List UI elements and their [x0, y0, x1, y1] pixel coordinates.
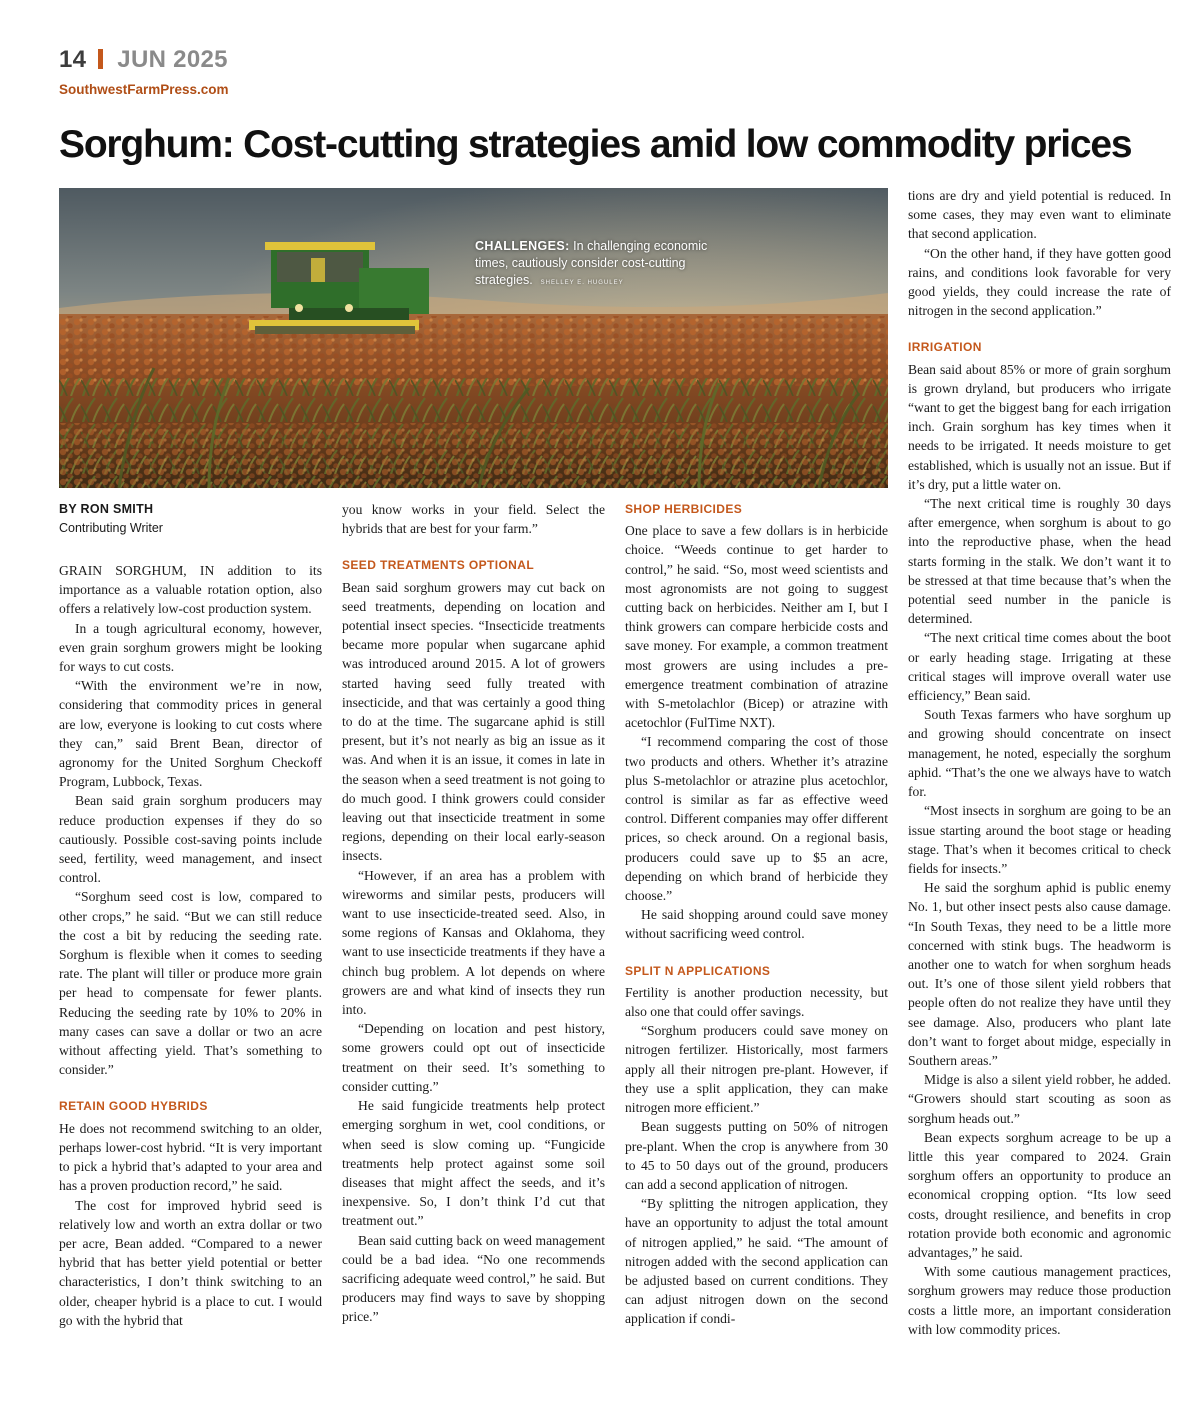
paragraph: “The next critical time is roughly 30 days after emergence, when sorghum is about to go into the reproductive phase, when the head starts forming in the stalk. We don’t want it to be stressed at that time because that’s when the potential seed number in the panicle is determined. [908, 496, 1171, 627]
caption-lead: CHALLENGES: [475, 239, 570, 253]
paragraph: He said shopping around could save money without sacrificing weed control. [625, 907, 888, 942]
article-column-2 [342, 500, 605, 1327]
photo-credit: SHELLEY E. HUGULEY [540, 280, 624, 286]
paragraph: “On the other hand, if they have gotten good rains, and conditions look favorable for very good yields, they could increase the rate of nitrogen in the second application.” [908, 245, 1171, 319]
section-heading-retain-good-hybrids: RETAIN GOOD HYBRIDS [59, 1099, 208, 1114]
caption-text: In challenging economic times, cautiously consider cost-cutting strategies. [475, 239, 708, 287]
folio [59, 46, 228, 74]
paragraph: He does not recommend switching to an older, perhaps lower-cost hybrid. “It is very important to pick a hybrid that’s adapted to your area and has a proven production record,” he said. [59, 1120, 322, 1194]
article-column-1 [59, 500, 322, 1330]
byline [59, 500, 322, 538]
website-url[interactable]: SouthwestFarmPress.com [59, 82, 229, 97]
section-heading-shop-herbicides: SHOP HERBICIDES [625, 502, 743, 516]
combine-harvester-photo [59, 188, 888, 488]
paragraph: Bean said grain sorghum producers may reduce production expenses if they do so cautiously. Possible cost-saving points include seed, fertility, weed management, and insect control. [59, 793, 322, 886]
section-heading-irrigation: IRRIGATION [908, 340, 982, 355]
paragraph: Fertility is another production necessity, but also one that could offer savings. [625, 984, 888, 1020]
paragraph: “Sorghum producers could save money on nitrogen fertilizer. Historically, most farmers apply all their nitrogen pre-plant. However, if they use a split application, they can make nitrogen more efficient.” [625, 1023, 888, 1116]
paragraph: “I recommend comparing the cost of those two products and others. Whether it’s atrazine plus S-metolachlor or atrazine plus acetochlor, control is similar as far as effective weed control. Different companies may offer different prices, so check around. On a regional basis, producers could save up to $5 an acre, depending on which brand of herbicide they choose.” [625, 734, 888, 904]
paragraph: “Depending on location and pest history, some growers could opt out of insecticide treatment on their seed. It’s something to consider cutting.” [342, 1021, 605, 1094]
paragraph: Bean said cutting back on weed management could be a bad idea. “No one recommends sacrificing adequate weed control,” he said. But producers may find ways to save by shopping price.” [342, 1232, 605, 1325]
paragraph: Bean said about 85% or more of grain sorghum is grown dryland, but producers who irrigate “want to get the biggest bang for each irrigation inch. Grain sorghum has key times when it needs to be irrigated. It needs moisture to get established, which is usually not an issue. But if it’s dry, put a little water on. [908, 361, 1171, 492]
paragraph: South Texas farmers who have sorghum up and growing should concentrate on insect management, he noted, especially the sorghum aphid. “That’s the one we always have to watch for. [908, 707, 1171, 800]
section-heading-split-n: SPLIT N APPLICATIONS [625, 963, 771, 978]
paragraph: He said fungicide treatments help protect emerging sorghum in wet, cool conditions, or when seed is slow coming up. “Fungicide treatments help protect against some soil diseases that might affect the seeds, and it’s inexpensive. So, I don’t think I’d cut that treatment out.” [342, 1098, 605, 1229]
paragraph: With some cautious management practices, sorghum growers may reduce those production costs a little more, an important consideration with low commodity prices. [908, 1264, 1171, 1337]
paragraph: “However, if an area has a problem with wireworms and similar pests, producers will want to use insecticide-treated seed. Also, in some regions of Kansas and Oklahoma, they want to use insecticide treatments if they have a chinch bug problem. A lot depends on where growers are and what kind of insects they run into. [342, 867, 605, 1018]
paragraph: Bean suggests putting on 50% of nitrogen pre-plant. When the crop is anywhere from 30 to 45 to 50 days out of the ground, producers can add a second application of nitrogen. [625, 1119, 888, 1192]
folio-divider [98, 49, 103, 69]
page-number: 14 [59, 46, 87, 73]
paragraph: tions are dry and yield potential is reduced. In some cases, they may even want to eliminate that second application. [908, 188, 1171, 242]
author-name: BY RON SMITH [59, 502, 154, 516]
paragraph: “Sorghum seed cost is low, compared to other crops,” he said. “But we can still reduce the cost a bit by reducing the seeding rate. Sorghum is flexible when it comes to seeding rate. The plant will tiller or produce more grain per head to compensate for fewer plants. Reducing the seeding rate by 10% to 20% in many cases can save a dollar or two an acre without affecting yield. That’s something to consider.” [59, 889, 322, 1078]
paragraph: Bean expects sorghum acreage to be up a little this year compared to 2024. Grain sorghum offers an opportunity to produce an economical cropping option. “Its low seed costs, drought resilience, and benefits in crop rotation provide both economic and agronomic advantages,” he said. [908, 1129, 1171, 1260]
paragraph: He said the sorghum aphid is public enemy No. 1, but other insect pests also cause damage. “In South Texas, they need to be a little more concerned with stink bugs. The headworm is another one to watch for when sorghum heads out. It’s one of those silent yield robbers that people often do not realize they have until they see damage. Also, producers who plant late don’t want to forget about midge, especially in Southern areas.” [908, 880, 1171, 1068]
paragraph: “Most insects in sorghum are going to be an issue starting around the boot stage or heading stage. That’s when it becomes critical to check fields for insects.” [908, 803, 1171, 876]
paragraph: Bean said sorghum growers may cut back on seed treatments, depending on location and potential insect species. “Insecticide treatments became more popular when sugarcane aphid was introduced around 2015. A lot of growers started having seed fully treated with insecticide, and that was certainly a good thing to do at the time. The sugarcane aphid is still present, but it’s not nearly as big an issue as it was. And when it is an issue, it comes in late in the season when a seed treatment is not going to do much good. I think growers could consider leaving out that insecticide treatment in some regions, depending on their local early-season insects. [342, 579, 605, 864]
paragraph: In a tough agricultural economy, however, even grain sorghum growers might be looking for ways to cut costs. [59, 620, 322, 675]
paragraph: “The next critical time comes about the boot or early heading stage. Irrigating at these critical stages will improve overall water use efficiency,” Bean said. [908, 630, 1171, 704]
paragraph: you know works in your field. Select the hybrids that are best for your farm.” [342, 502, 605, 537]
paragraph: “By splitting the nitrogen application, they have an opportunity to adjust the total amount of nitrogen applied,” he said. “The amount of nitrogen added with the second application can be adjusted based on current conditions. They can adjust nitrogen down on the second application if condi- [625, 1196, 888, 1327]
paragraph: One place to save a few dollars is in herbicide choice. “Weeds continue to get harder to control,” he said. “So, most weed scientists and most agronomists are not going to suggest cutting back on herbicides. Neither am I, but I think growers can compare herbicide costs and save money. For example, a common treatment most growers are using includes a pre-emergence treatment combination of atrazine with S-metolachlor (Bicep) or atrazine with acetochlor (FulTime NXT). [625, 523, 888, 731]
article-headline: Sorghum: Cost-cutting strategies amid low commodity prices [59, 123, 1132, 166]
author-role: Contributing Writer [59, 521, 163, 535]
article-photo [59, 188, 888, 488]
article-column-3 [625, 500, 888, 1329]
issue-date: JUN 2025 [117, 46, 228, 73]
paragraph: Midge is also a silent yield robber, he added. “Growers should start scouting as soon as sorghum heads out.” [908, 1072, 1171, 1126]
article-column-4 [908, 186, 1171, 1339]
paragraph: The cost for improved hybrid seed is relatively low and worth an extra dollar or two per acre, Bean added. “Compared to a newer hybrid that has better yield potential or better characteristics, I don’t think switching to an older, cheaper hybrid is a place to cut. I would go with the hybrid that [59, 1197, 322, 1328]
paragraph: GRAIN SORGHUM, IN addition to its importance as a valuable rotation option, also offers a relatively low-cost production system. [59, 563, 322, 617]
photo-caption [475, 238, 715, 292]
paragraph: “With the environment we’re in now, considering that commodity prices in general are low, everyone is looking to cut costs where they can,” said Brent Bean, director of agronomy for the United Sorghum Checkoff Program, Lubbock, Texas. [59, 678, 322, 790]
section-heading-seed-treatments: SEED TREATMENTS OPTIONAL [342, 558, 535, 573]
